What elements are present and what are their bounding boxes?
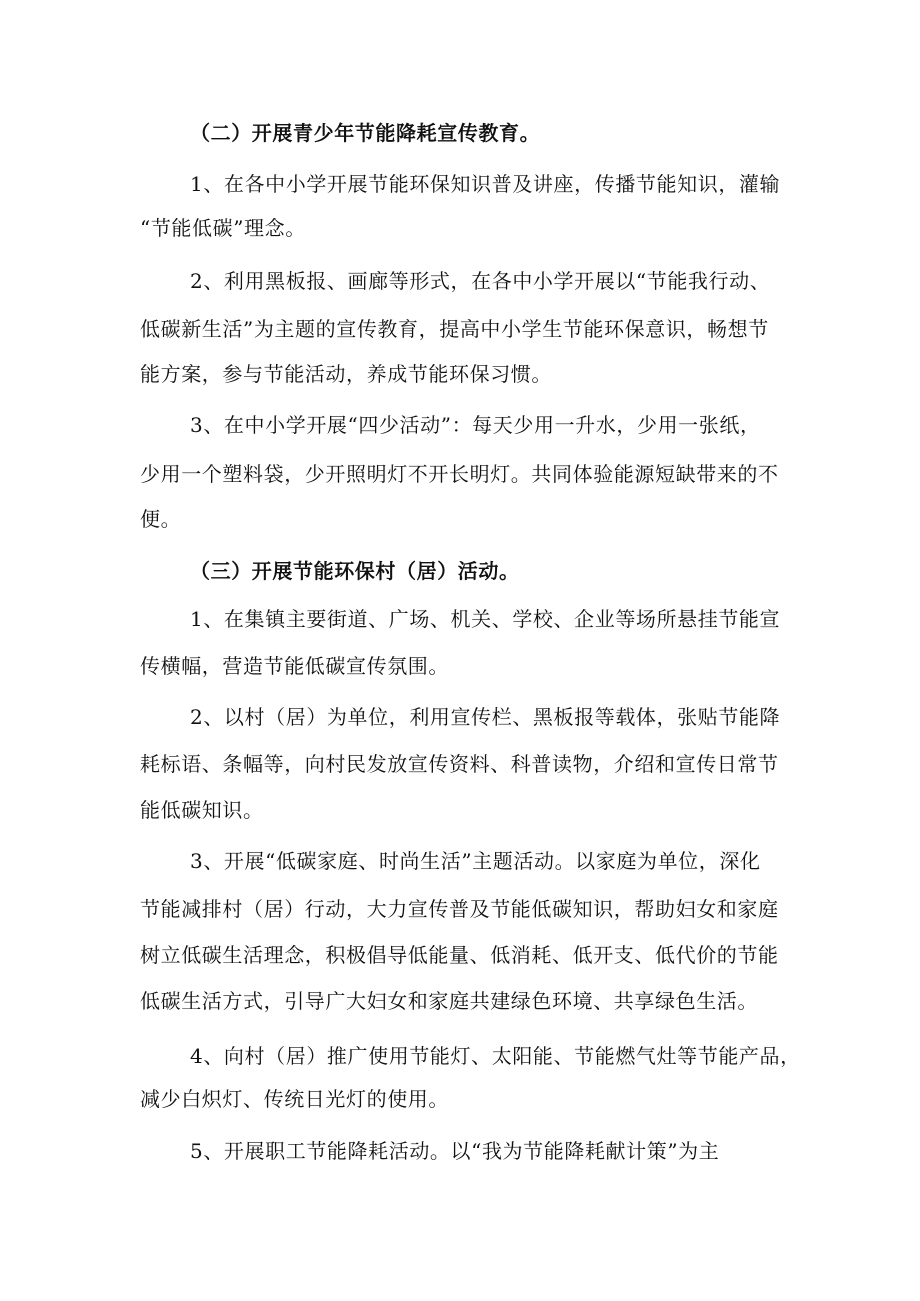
section-2-heading: （二）开展青少年节能降耗宣传教育。 bbox=[190, 121, 541, 145]
paragraph-line: “节能低碳”理念。 bbox=[140, 216, 306, 240]
paragraph-line: 1、在集镇主要街道、广场、机关、学校、企业等场所悬挂节能宣 bbox=[190, 607, 781, 631]
paragraph-line: 1、在各中小学开展节能环保知识普及讲座，传播节能知识，灌输 bbox=[190, 172, 781, 196]
paragraph-line: 能方案，参与节能活动，养成节能环保习惯。 bbox=[140, 362, 552, 386]
paragraph-line: 3、在中小学开展“四少活动”：每天少用一升水，少用一张纸， bbox=[190, 413, 761, 437]
paragraph-line: 树立低碳生活理念，积极倡导低能量、低消耗、低开支、低代价的节能 bbox=[140, 943, 779, 967]
paragraph-line: 减少白炽灯、传统日光灯的使用。 bbox=[140, 1087, 449, 1111]
paragraph-line: 传横幅，营造节能低碳宣传氛围。 bbox=[140, 654, 449, 678]
paragraph-line: 少用一个塑料袋，少开照明灯不开长明灯。共同体验能源短缺带来的不 bbox=[140, 462, 779, 486]
paragraph-line: 便。 bbox=[140, 507, 182, 531]
paragraph-line: 2、利用黑板报、画廊等形式，在各中小学开展以“节能我行动、 bbox=[190, 269, 771, 293]
paragraph-line: 耗标语、条幅等，向村民发放宣传资料、科普读物，介绍和宣传日常节 bbox=[140, 752, 779, 776]
paragraph-line: 低碳新生活”为主题的宣传教育，提高中小学生节能环保意识，畅想节 bbox=[140, 317, 769, 341]
paragraph-line: 低碳生活方式，引导广大妇女和家庭共建绿色环境、共享绿色生活。 bbox=[140, 989, 758, 1013]
paragraph-line: 3、开展“低碳家庭、时尚生活”主题活动。以家庭为单位，深化 bbox=[190, 849, 761, 873]
paragraph-line: 节能减排村（居）行动，大力宣传普及节能低碳知识，帮助妇女和家庭 bbox=[140, 897, 779, 921]
paragraph-line: 4、向村（居）推广使用节能灯、太阳能、节能燃气灶等节能产品， bbox=[190, 1044, 801, 1068]
section-3-heading: （三）开展节能环保村（居）活动。 bbox=[190, 559, 520, 583]
paragraph-line: 5、开展职工节能降耗活动。以“我为节能降耗献计策”为主 bbox=[190, 1139, 720, 1163]
paragraph-line: 能低碳知识。 bbox=[140, 798, 264, 822]
paragraph-line: 2、以村（居）为单位，利用宣传栏、黑板报等载体，张贴节能降 bbox=[190, 705, 781, 729]
